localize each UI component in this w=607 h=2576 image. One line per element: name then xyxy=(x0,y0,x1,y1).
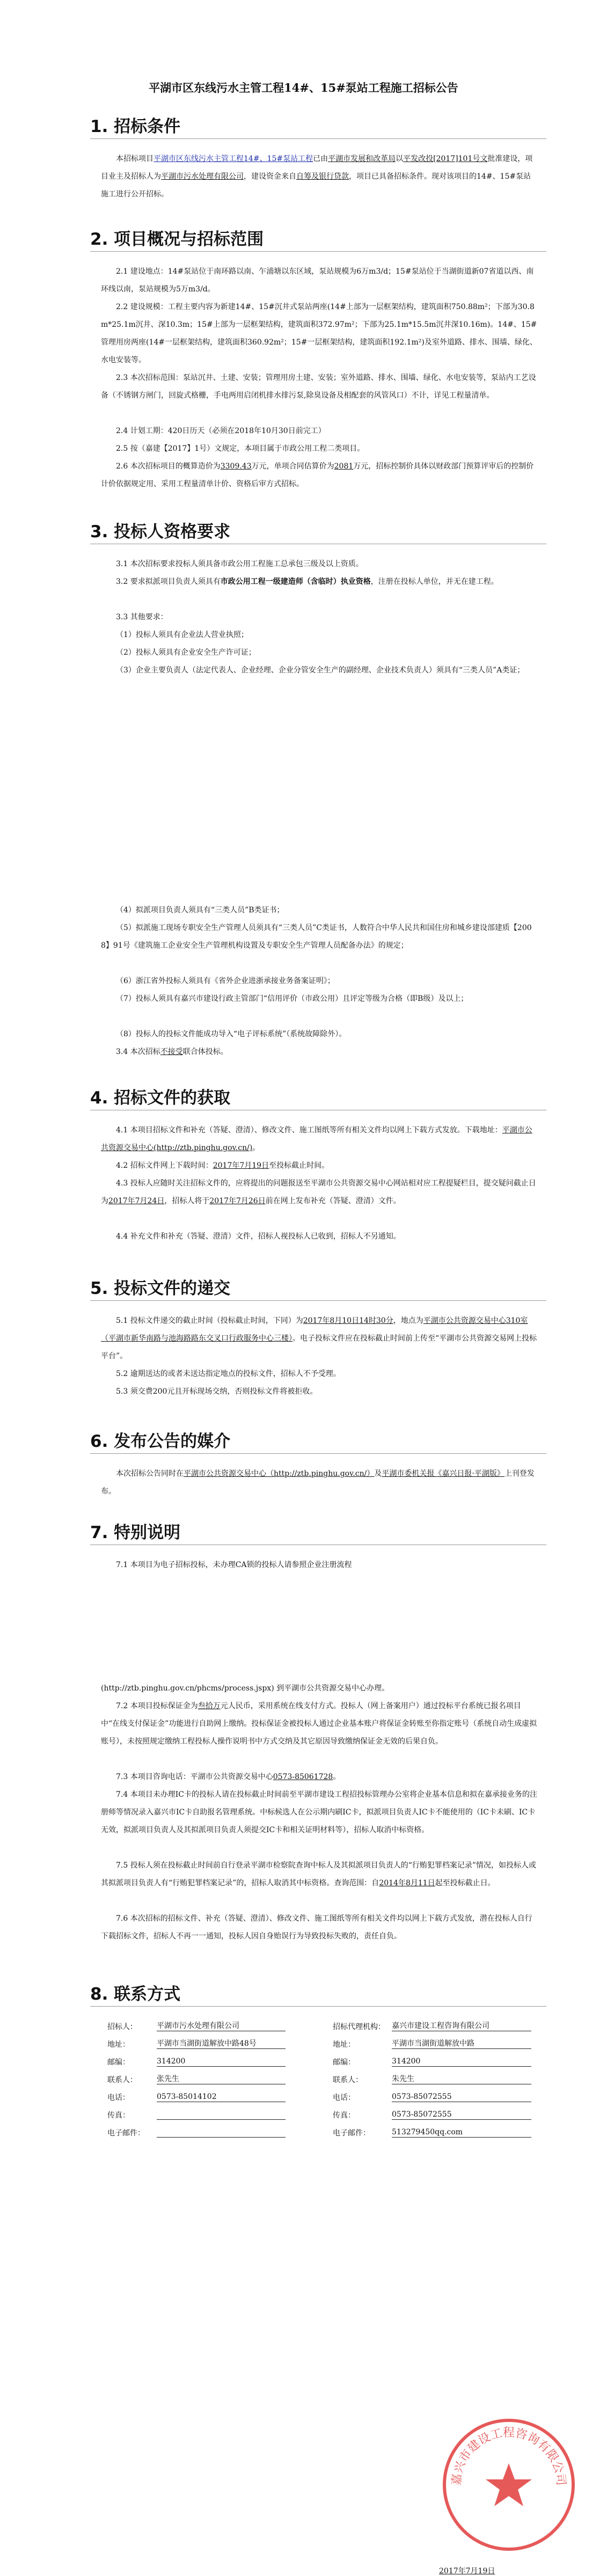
s5-p3: 5.3 须交费200元且开标现场交纳，否则投标文件将被拒收。 xyxy=(116,1387,318,1396)
contact-left-value: 0573-85014102 xyxy=(157,2092,286,2102)
contact-right-label: 邮编： xyxy=(333,2058,355,2067)
section-heading-2: 2. 项目概况与招标范围 xyxy=(90,230,264,249)
s2-p1: 2.1 建设地点：14#泵站位于南环路以南、乍浦塘以东区域，泵站规模为6万m3/d；15#泵站位于当湖街道新07省道以西、南环线以南，泵站规模为5万m3/d。 xyxy=(101,267,534,294)
contact-left-label: 招标人： xyxy=(107,2023,137,2031)
contact-left-value: 平湖市当湖街道解放中路48号 xyxy=(157,2039,286,2049)
s7-p1: 7.1 本项目为电子招标投标，未办理CA锁的投标人请参照企业注册流程 xyxy=(116,1561,352,1569)
notice-date: 2017年7月19日 xyxy=(439,2567,495,2575)
s5-p2: 5.2 逾期送达的或者未送达指定地点的投标文件，招标人不予受理。 xyxy=(116,1370,341,1378)
divider xyxy=(90,2006,546,2007)
contact-right-value: 314200 xyxy=(392,2057,531,2067)
contact-right-label: 电话： xyxy=(333,2094,355,2102)
s7-p4: 7.4 本项目未办理IC卡的投标人请在投标截止时间前至平湖市建设工程招投标管理办公室将企业基本信息和拟在嘉承接业务的注册师等情况录入嘉兴市IC卡自助报名管理系统。中标候选人在公示期内刷IC卡，拟派项目负责人IC卡不能使用的（IC卡未刷、IC卡无效，拟派项目负责人及其拟派项目负责人须提交IC卡和相关证明材料等），招标人取消中标资格。 xyxy=(101,1790,537,1834)
divider xyxy=(90,1453,546,1454)
s7-p3: 7.3 本项目咨询电话：平湖市公共资源交易中心0573-85061728。 xyxy=(116,1773,341,1781)
s3-p5: （2）投标人须具有企业安全生产许可证； xyxy=(116,648,256,657)
s3-p8: （5）拟派施工现场专职安全生产管理人员须具有“三类人员”C类证书，人数符合中华人民共和国住房和城乡建设部建质【2008】91号《建筑施工企业安全生产管理机构设置及专职安全生产管理人员配备办法》的规定； xyxy=(101,924,532,950)
s2-p3: 2.3 本次招标范围：泵站沉井、土建、安装；管理用房土建、安装；室外道路、排水、围墙、绿化、水电安装等，泵站内工艺设备（不锈钢方闸门，回旋式格栅，手电两用启闭机排水排污泵,除臭设备及相配套的风管风口）不计，详见工程量清单。 xyxy=(101,374,536,400)
section-heading-8: 8. 联系方式 xyxy=(90,1985,181,2004)
s7-p5: 7.5 投标人须在投标截止时间前自行登录平湖市检察院查询中标人及其拟派项目负责人的“行贿犯罪档案记录”情况，如投标人或其拟派项目负责人有“行贿犯罪档案记录”的，招标人取消其中标资格。查询范围：自2014年8月11日起至投标截止日。 xyxy=(101,1861,537,1887)
s3-p2: 3.2 要求拟派项目负责人须具有市政公用工程一级建造师（含临时）执业资格，注册在投标人单位，并无在建工程。 xyxy=(116,577,499,586)
contact-left-value xyxy=(157,2110,286,2120)
s3-p7: （4）拟派项目负责人须具有“三类人员”B类证书； xyxy=(116,906,284,914)
contact-left-label: 联系人： xyxy=(107,2076,137,2084)
s3-p1: 3.1 本次招标要求投标人须具备市政公用工程施工总承包三级及以上资质。 xyxy=(116,560,363,568)
section-heading-3: 3. 投标人资格要求 xyxy=(90,522,231,541)
contact-left-value: 平湖市污水处理有限公司 xyxy=(157,2021,286,2031)
contact-left-value: 314200 xyxy=(157,2057,286,2067)
contact-left-label: 电子邮件： xyxy=(107,2129,145,2138)
s2-p2: 2.2 建设规模：工程主要内容为新建14#、15#沉井式泵站两座(14#上部为一层框架结构，建筑面积750.88m²；下部为30.8m*25.1m沉井、深10.3m；15#上部为一层框架结构，建筑面积372.97m²；下部为25.1m*15.5m沉井深10.16m)。14#、15#管理用房两座(14#一层框架结构，建筑面积360.92m²；15#一层框架结构，建筑面积192.1m²)及室外道路、排水、围墙、绿化、水电安装等。 xyxy=(101,303,537,364)
s6-p1: 本次招标公告同时在平湖市公共资源交易中心（http://ztb.pinghu.gov.cn/）及平湖市委机关报《嘉兴日报·平湖版》上刊登发布。 xyxy=(101,1469,535,1496)
divider xyxy=(90,138,546,139)
section-heading-5: 5. 投标文件的递交 xyxy=(90,1279,231,1298)
contact-right-value: 朱先生 xyxy=(392,2074,531,2084)
s3-p11: （8）投标人的投标文件能成功导入“电子评标系统”（系统故障除外）。 xyxy=(116,1030,347,1038)
contact-left-label: 电话： xyxy=(107,2094,130,2102)
s3-p3: 3.3 其他要求： xyxy=(116,613,168,621)
divider xyxy=(90,1300,546,1301)
contact-left-value: 张先生 xyxy=(157,2074,286,2084)
s7-p6: 7.6 本次招标的招标文件、补充（答疑、澄清）、修改文件、施工图纸等所有相关文件均以网上下载方式发放，潜在投标人自行下载招标文件，招标人不再一一通知，投标人因自身贻误行为导致投标失败的，责任自负。 xyxy=(101,1914,532,1941)
contact-right-value: 0573-85072555 xyxy=(392,2110,531,2120)
s2-p4: 2.4 计划工期：420日历天（必须在2018年10月30日前完工） xyxy=(116,427,326,435)
official-seal xyxy=(439,2415,579,2555)
contact-left-label: 邮编： xyxy=(107,2058,130,2067)
contact-right-label: 电子邮件： xyxy=(333,2129,370,2138)
contact-left-label: 传真： xyxy=(107,2111,130,2120)
section-heading-7: 7. 特别说明 xyxy=(90,1523,181,1542)
contact-right-value: 平湖市当湖街道解放中路 xyxy=(392,2039,531,2049)
contact-left-label: 地址： xyxy=(107,2040,130,2049)
s2-p6: 2.6 本次招标项目的概算造价为3309.43万元，单项合同估算价为2081万元，招标控制价具体以财政部门预算评审后的控制价计价依据规定用、采用工程量清单计价、资格后审方式招标。 xyxy=(101,462,534,488)
section-heading-4: 4. 招标文件的获取 xyxy=(90,1088,231,1108)
page-title: 平湖市区东线污水主管工程14#、15#泵站工程施工招标公告 xyxy=(149,81,458,94)
section-heading-1: 1. 招标条件 xyxy=(90,117,181,136)
s5-p1: 5.1 投标文件递交的截止时间（投标截止时间，下同）为2017年8月10日14时30分，地点为平湖市公共资源交易中心310室（平湖市新华南路与池海路路东交叉口行政服务中心三楼）。电子投标文件应在投标截止时间前上传至“平湖市公共资源交易网上投标平台”。 xyxy=(101,1316,537,1360)
contact-right-label: 联系人： xyxy=(333,2076,363,2084)
s3-p9: （6）浙江省外投标人须具有《省外企业进浙承接业务备案证明》； xyxy=(116,977,335,985)
contact-right-value: 513279450qq.com xyxy=(392,2127,531,2138)
s3-p6: （3）企业主要负责人（法定代表人、企业经理、企业分管安全生产的副经理、企业技术负责人）须具有“三类人员”A类证； xyxy=(116,666,525,675)
s3-p10: （7）投标人须具有嘉兴市建设行政主管部门“信用评价（市政公用）且评定等级为合格（即B级）及以上； xyxy=(116,994,469,1003)
s4-p4: 4.4 补充文件和补充（答疑、澄清）文件，招标人视投标人已收到，招标人不另通知。 xyxy=(116,1232,401,1241)
seal-text: 嘉兴市建设工程咨询有限公司 xyxy=(450,2426,568,2486)
contact-right-value: 0573-85072555 xyxy=(392,2092,531,2102)
s1-paragraph: 本招标项目平湖市区东线污水主管工程14#、15#泵站工程已由平湖市发展和改革局以平发改投[2017]101号文批准建设，项目业主及招标人为平湖市污水处理有限公司，建设资金来自自筹及银行贷款，项目已具备招标条件。现对该项目的14#、15#泵站施工进行公开招标。 xyxy=(101,155,533,199)
contact-right-label: 招标代理机构： xyxy=(333,2023,385,2031)
s3-p4: （1）投标人须具有企业法人营业执照； xyxy=(116,631,248,639)
s4-p2: 4.2 招标文件网上下载时间：2017年7月19日至投标截止时间。 xyxy=(116,1161,330,1170)
contact-right-value: 嘉兴市建设工程咨询有限公司 xyxy=(392,2021,531,2031)
contact-right-label: 传真： xyxy=(333,2111,355,2120)
s3-p12: 3.4 本次招标不接受联合体投标。 xyxy=(116,1048,228,1056)
contact-left-value xyxy=(157,2127,286,2138)
s2-p5: 2.5 按（嘉建【2017】1号）文规定，本项目属于市政公用工程二类项目。 xyxy=(116,444,365,453)
contact-right-label: 地址： xyxy=(333,2040,355,2049)
section-heading-6: 6. 发布公告的媒介 xyxy=(90,1432,231,1451)
s4-p3: 4.3 投标人应随时关注招标文件的，应将提出的问题报送至平湖市公共资源交易中心网站相对应工程提疑栏目，提交疑问截止日为2017年7月24日，招标人将于2017年7月26日前在网上发布补充（答疑、澄清）文件。 xyxy=(101,1179,536,1205)
divider xyxy=(90,251,546,252)
s7-p1-tail: (http://ztb.pinghu.gov.cn/phcms/process.jspx) 到平湖市公共资源交易中心办理。 xyxy=(101,1684,390,1693)
s4-p1: 4.1 本项目招标文件和补充（答疑、澄清）、修改文件、施工图纸等所有相关文件均以网上下载方式发放。下载地址：平湖市公共资源交易中心(http://ztb.pinghu.gov.cn/)。 xyxy=(101,1126,532,1152)
s7-p2: 7.2 本项目投标保证金为叁拾万元人民币，采用系统在线支付方式。投标人（网上备案用户）通过投标平台系统已报名项目中“在线支付保证金”功能进行自助网上缴纳。投标保证金被投标人通过企业基本账户将保证金转账至你指定账号（系统自动生成虚拟账号），未按照规定缴纳工程投标人操作说明书中方式交纳及其它原因导致缴纳保证金无效的后果自负。 xyxy=(101,1702,537,1746)
